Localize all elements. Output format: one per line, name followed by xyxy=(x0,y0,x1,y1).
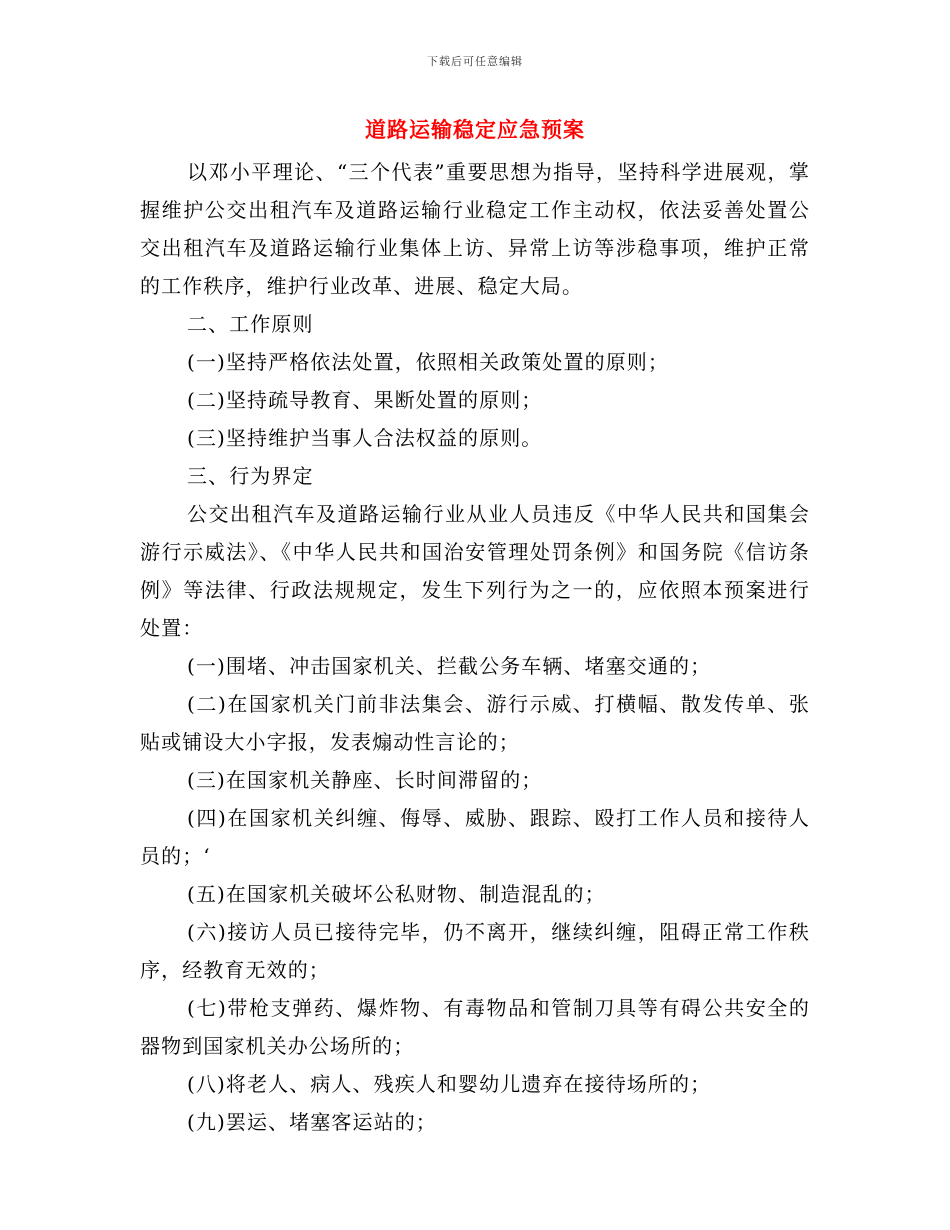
behavior-item-5: (五)在国家机关破坏公私财物、制造混乱的； xyxy=(187,882,606,906)
behavior-item-4: (四)在国家机关纠缠、侮辱、威胁、跟踪、殴打工作人员和接待人员的；‘ xyxy=(140,806,810,868)
behavior-item-2: (二)在国家机关门前非法集会、游行示威、打横幅、散发传单、张贴或铺设大小字报，发表煽动性言论的； xyxy=(140,692,810,754)
behavior-item-1: (一)围堵、冲击国家机关、拦截公务车辆、堵塞交通的； xyxy=(187,654,712,678)
behavior-item-8: (八)将老人、病人、残疾人和婴幼儿遗弃在接待场所的； xyxy=(187,1072,712,1096)
document-title: 道路运输稳定应急预案 xyxy=(365,118,585,142)
principle-item-2: (二)坚持疏导教育、果断处置的原则； xyxy=(187,388,543,412)
page-header: 下载后可任意编辑 xyxy=(427,55,523,68)
document-body xyxy=(140,153,810,1141)
behavior-item-3: (三)在国家机关静座、长时间滞留的； xyxy=(187,768,543,792)
paragraph-definition: 公交出租汽车及道路运输行业从业人员违反《中华人民共和国集会游行示威法》、《中华人民共和国治安管理处罚条例》和国务院《信访条例》等法律、行政法规规定，发生下列行为之一的，应依照本预案进行处置： xyxy=(140,502,810,640)
paragraph-intro: 以邓小平理论、“三个代表”重要思想为指导，坚持科学进展观，掌握维护公交出租汽车及道路运输行业稳定工作主动权，依法妥善处置公交出租汽车及道路运输行业集体上访、异常上访等涉稳事项，维护正常的工作秩序，维护行业改革、进展、稳定大局。 xyxy=(140,160,810,298)
behavior-item-7: (七)带枪支弹药、爆炸物、有毒物品和管制刀具等有碍公共安全的器物到国家机关办公场所的； xyxy=(140,996,810,1058)
behavior-item-6: (六)接访人员已接待完毕，仍不离开，继续纠缠，阻碍正常工作秩序，经教育无效的； xyxy=(140,920,810,982)
behavior-item-9: (九)罢运、堵塞客运站的； xyxy=(187,1110,437,1134)
principle-item-3: (三)坚持维护当事人合法权益的原则。 xyxy=(187,426,543,450)
section-heading-principles: 二、工作原则 xyxy=(187,312,314,336)
principle-item-1: (一)坚持严格依法处置，依照相关政策处置的原则； xyxy=(187,350,670,374)
section-heading-definition: 三、行为界定 xyxy=(187,464,314,488)
